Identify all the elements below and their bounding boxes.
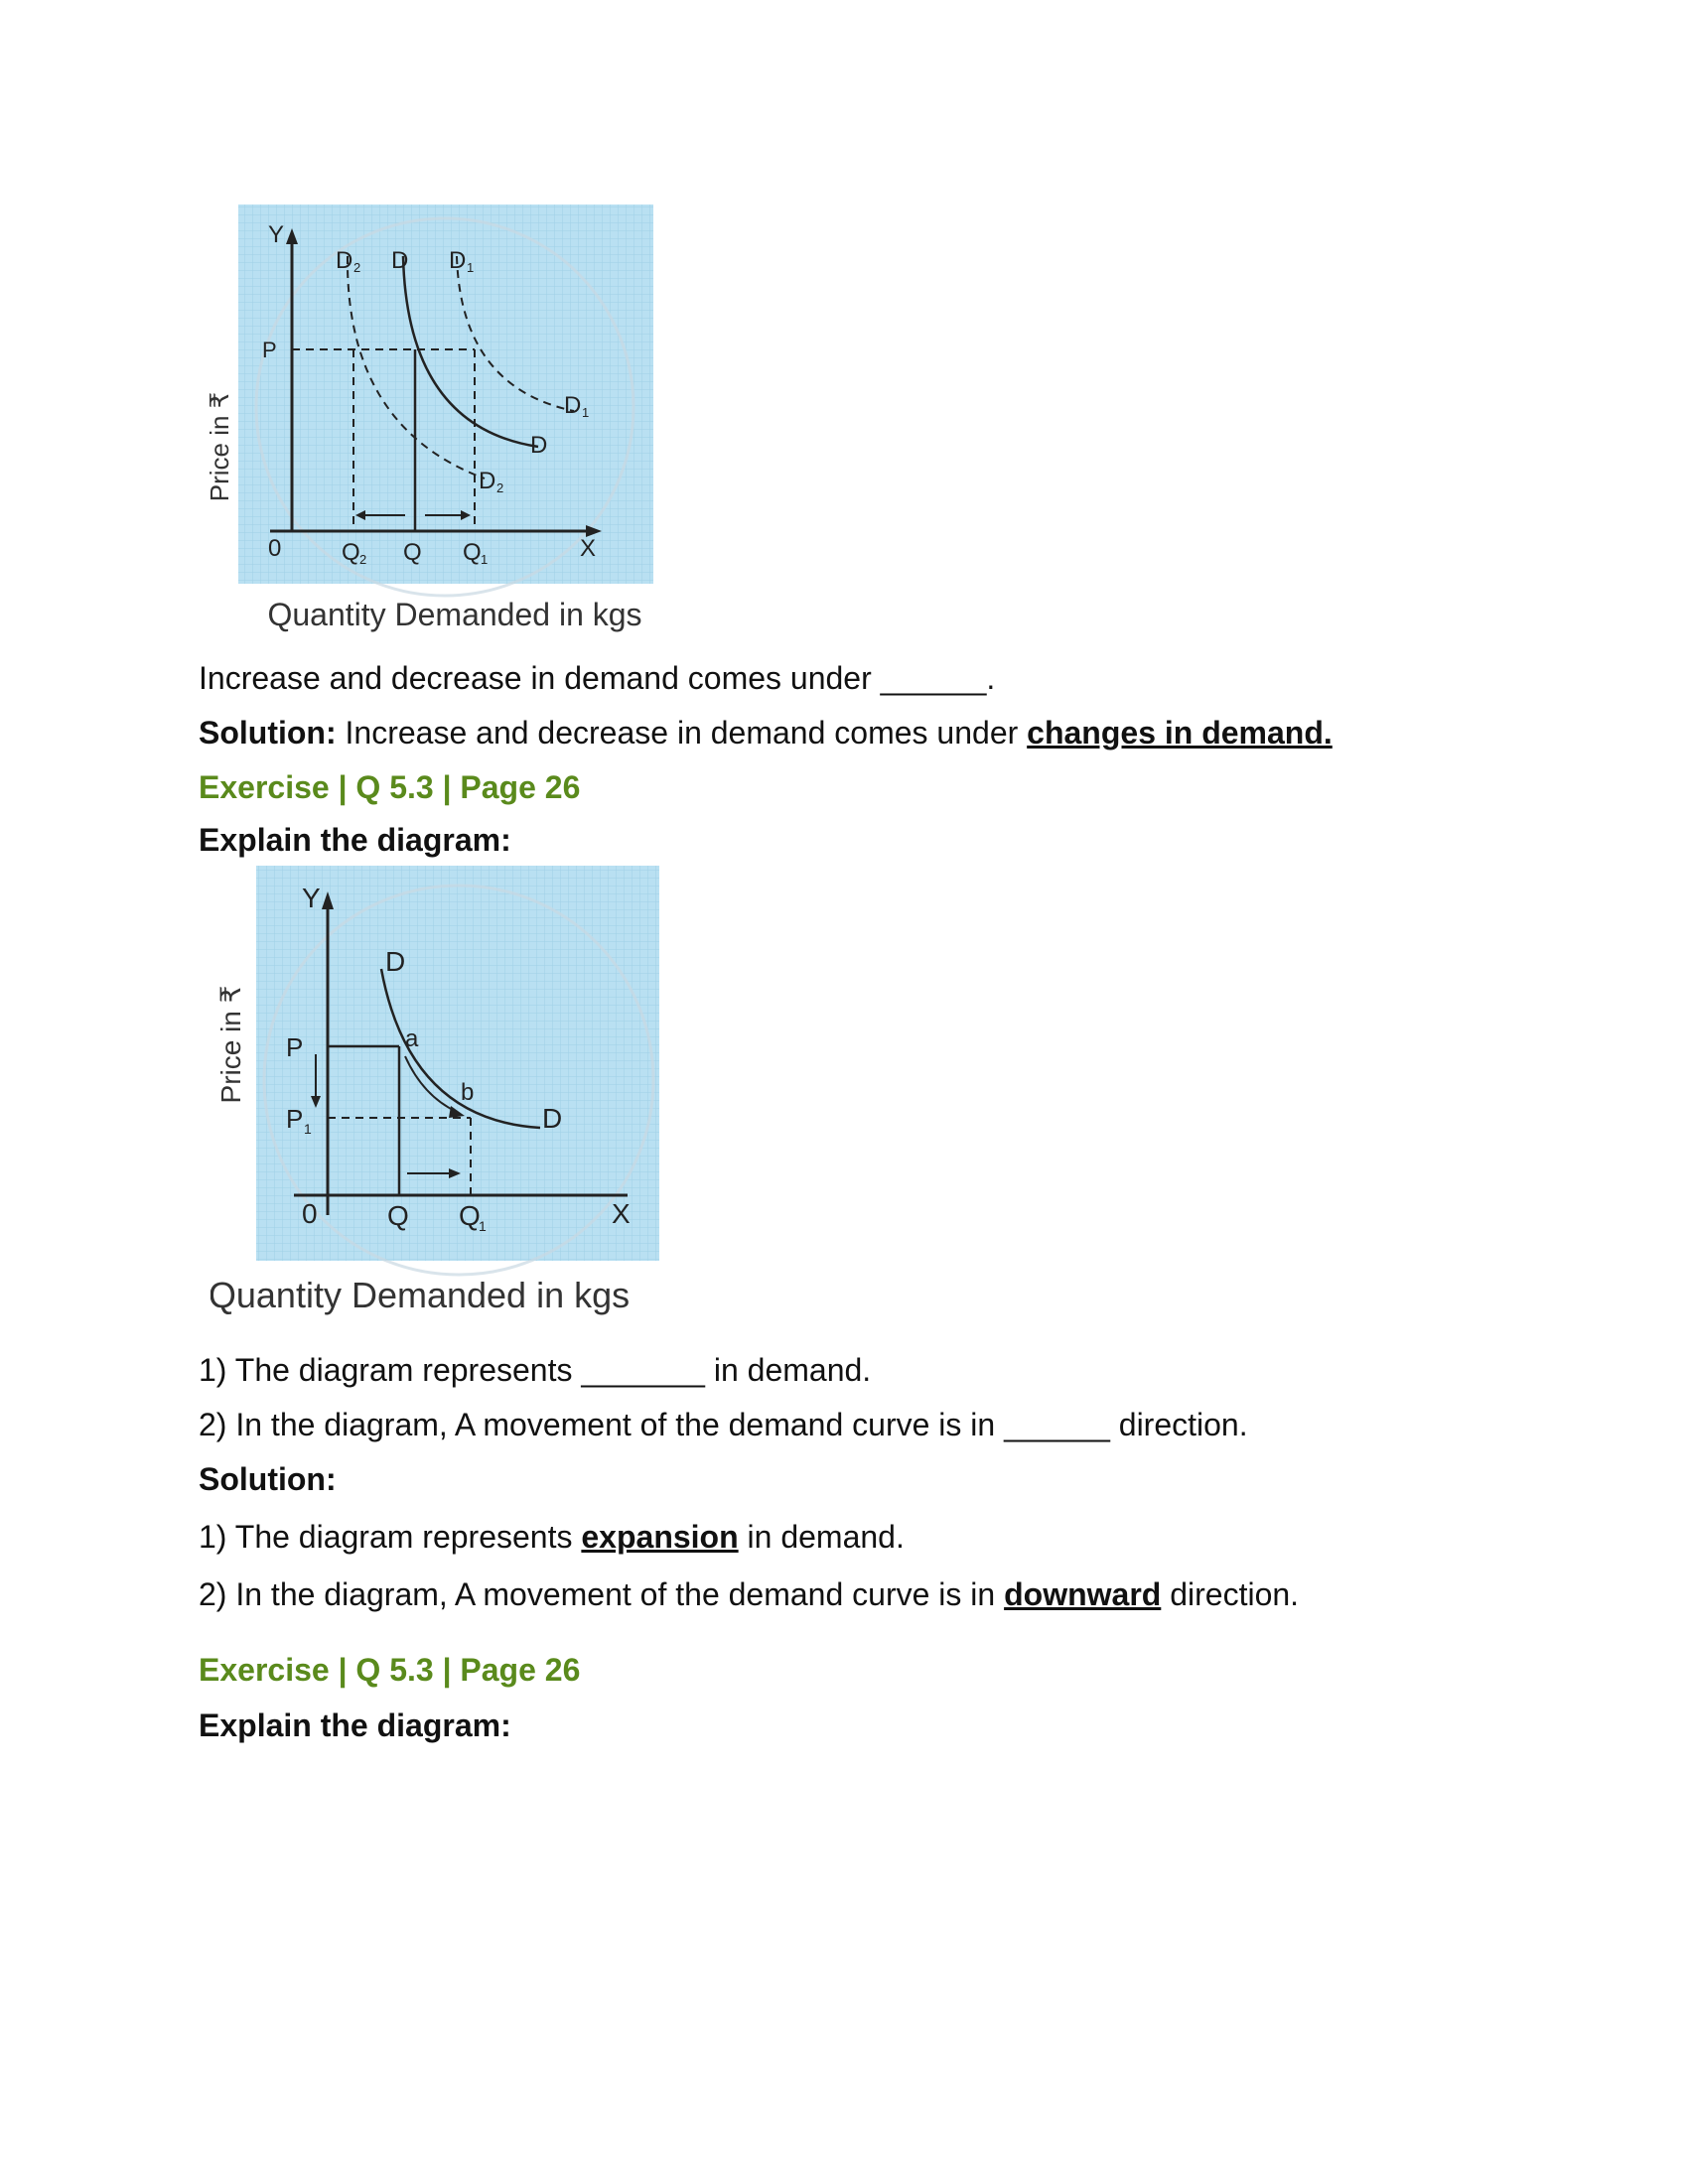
solution-1 bbox=[199, 715, 1333, 751]
d1-end-label: D bbox=[564, 392, 582, 419]
demand-shift-svg bbox=[197, 199, 673, 645]
d2-top-label: D bbox=[336, 247, 353, 274]
xlabel: Quantity Demanded in kgs bbox=[267, 597, 642, 632]
expansion-svg bbox=[211, 862, 667, 1328]
d-end-label: D bbox=[542, 1103, 563, 1134]
expansion-diagram bbox=[211, 862, 667, 1328]
p1-sub: 1 bbox=[304, 1121, 312, 1137]
q-tick-label: Q bbox=[387, 1200, 409, 1231]
ylabel: Price in ₹ bbox=[205, 391, 234, 502]
q1-tick-label: Q bbox=[459, 1200, 481, 1231]
q2-tick-label: Q bbox=[342, 539, 360, 566]
origin-label: 0 bbox=[268, 535, 282, 562]
d2-end-label: D bbox=[479, 468, 496, 494]
y-axis-label: Y bbox=[302, 883, 321, 913]
d2-end-sub: 2 bbox=[496, 480, 504, 495]
d1-top-label: D bbox=[449, 247, 467, 274]
answer-expansion: expansion bbox=[581, 1519, 739, 1555]
q1-tick-sub: 1 bbox=[479, 1218, 487, 1234]
d1-top-sub: 1 bbox=[467, 260, 475, 275]
point-a-label: a bbox=[405, 1025, 419, 1052]
x-axis-label: X bbox=[580, 535, 597, 562]
answer-text: 1) The diagram represents bbox=[199, 1519, 582, 1555]
d1-end-sub: 1 bbox=[582, 405, 590, 420]
demand-shift-diagram bbox=[197, 199, 673, 645]
q2-tick-sub: 2 bbox=[359, 552, 367, 567]
price-p-label: P bbox=[262, 338, 277, 362]
p-label: P bbox=[286, 1032, 304, 1062]
answer-downward: downward bbox=[1004, 1576, 1162, 1612]
explain-prompt: Explain the diagram: bbox=[199, 822, 511, 858]
y-axis-label: Y bbox=[268, 221, 285, 248]
d-top-label: D bbox=[391, 247, 409, 274]
solution-text: Increase and decrease in demand comes under bbox=[336, 715, 1028, 751]
d2-top-sub: 2 bbox=[353, 260, 361, 275]
solution-answer: changes in demand. bbox=[1027, 715, 1333, 751]
solution-label: Solution: bbox=[199, 715, 337, 751]
q1-tick-label: Q bbox=[463, 539, 482, 566]
p1-label: P bbox=[286, 1104, 304, 1134]
d-top-label: D bbox=[385, 946, 406, 977]
answer-2-line-2 bbox=[199, 1576, 1299, 1613]
answer-text: in demand. bbox=[738, 1519, 905, 1555]
x-axis-label: X bbox=[612, 1198, 631, 1229]
answer-text: direction. bbox=[1161, 1576, 1300, 1612]
xlabel: Quantity Demanded in kgs bbox=[211, 1275, 631, 1315]
q-tick-label: Q bbox=[403, 539, 422, 566]
exercise-heading-2: Exercise | Q 5.3 | Page 26 bbox=[199, 1652, 581, 1688]
solution-label-2: Solution: bbox=[199, 1461, 337, 1497]
question-1-text: Increase and decrease in demand comes under ______. bbox=[199, 660, 996, 696]
exercise-heading: Exercise | Q 5.3 | Page 26 bbox=[199, 769, 581, 805]
q1-tick-sub: 1 bbox=[481, 552, 489, 567]
origin-label: 0 bbox=[302, 1198, 318, 1229]
answer-text: 2) In the diagram, A movement of the demand curve is in bbox=[199, 1576, 1005, 1612]
d-end-label: D bbox=[530, 432, 548, 459]
explain-prompt-2: Explain the diagram: bbox=[199, 1707, 511, 1743]
point-b-label: b bbox=[461, 1079, 475, 1106]
question-2-line-1: 1) The diagram represents _______ in demand. bbox=[199, 1352, 872, 1388]
answer-2-line-1 bbox=[199, 1519, 905, 1556]
ylabel: Price in ₹ bbox=[215, 985, 246, 1104]
question-2-line-2: 2) In the diagram, A movement of the demand curve is in ______ direction. bbox=[199, 1407, 1248, 1442]
